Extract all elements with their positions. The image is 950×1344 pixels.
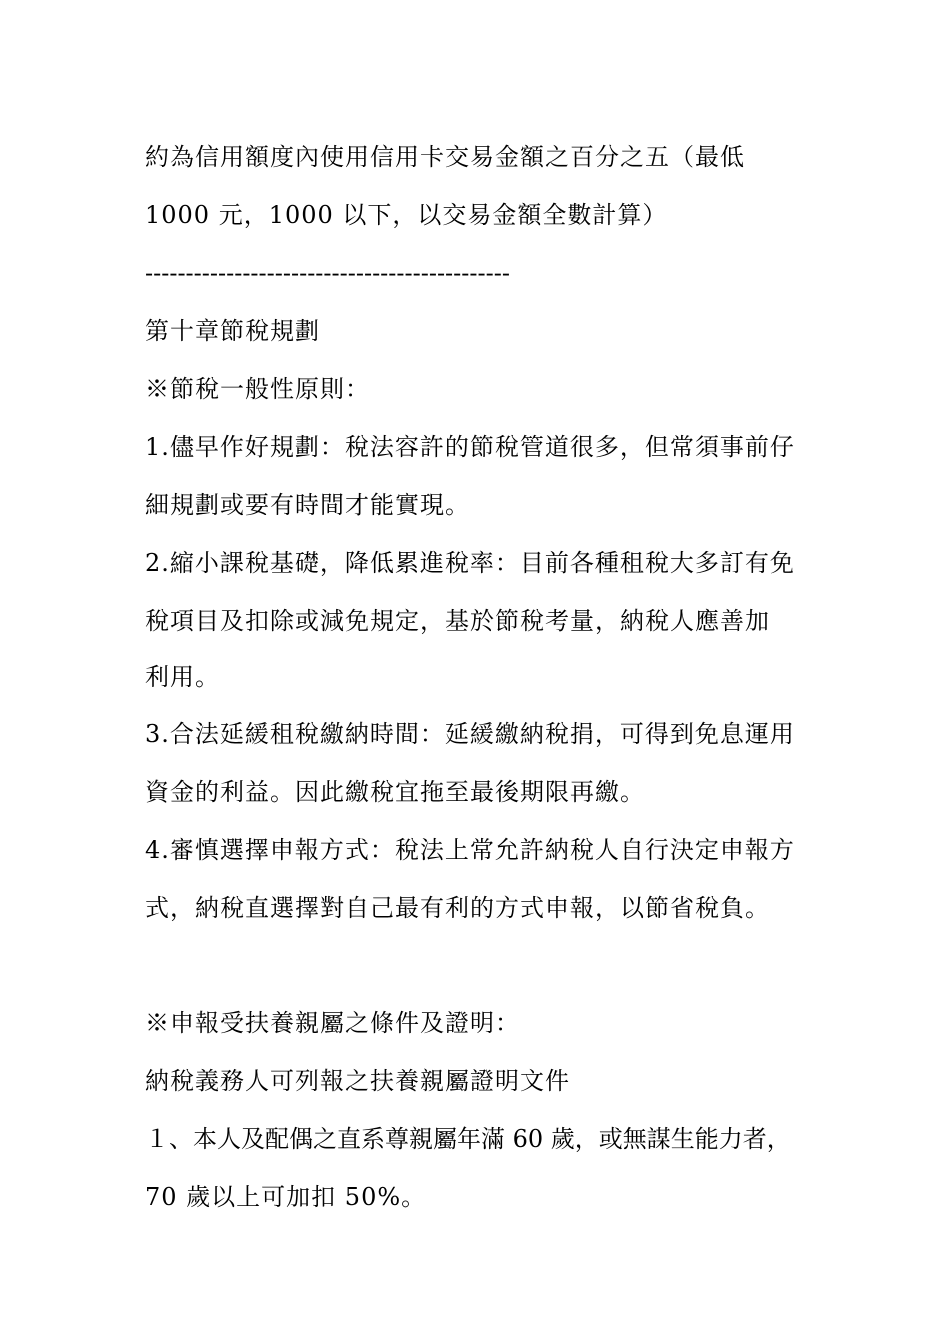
paragraph-line: 稅項目及扣除或減免規定，基於節稅考量，納稅人應善加 <box>145 607 770 635</box>
paragraph-line: 1000 元，1000 以下，以交易金額全數計算） <box>145 201 668 229</box>
paragraph-line: 70 歲以上可加扣 50%。 <box>145 1183 427 1211</box>
paragraph-line: 約為信用額度內使用信用卡交易金額之百分之五（最低 <box>145 143 745 171</box>
paragraph-line: 1.儘早作好規劃：稅法容許的節稅管道很多，但常須事前仔 <box>145 433 795 461</box>
paragraph-line: １、本人及配偶之直系尊親屬年滿 60 歲，或無謀生能力者， <box>145 1125 791 1153</box>
chapter-heading: 第十章節稅規劃 <box>145 317 320 345</box>
paragraph-line: 式，納稅直選擇對自己最有利的方式申報，以節省稅負。 <box>145 894 770 922</box>
paragraph-line: 細規劃或要有時間才能實現。 <box>145 491 470 519</box>
paragraph-line: 4.審慎選擇申報方式：稅法上常允許納稅人自行決定申報方 <box>145 836 795 864</box>
paragraph-line: 2.縮小課稅基礎，降低累進稅率：目前各種租稅大多訂有免 <box>145 549 795 577</box>
paragraph-line: 3.合法延緩租稅繳納時間：延緩繳納稅捐，可得到免息運用 <box>145 720 795 748</box>
section-heading: ※節稅一般性原則： <box>145 375 370 403</box>
separator-line: --------------------------------------------- <box>145 259 510 287</box>
paragraph-line: 資金的利益。因此繳稅宜拖至最後期限再繳。 <box>145 778 645 806</box>
section-heading: ※申報受扶養親屬之條件及證明： <box>145 1009 520 1037</box>
paragraph-line: 納稅義務人可列報之扶養親屬證明文件 <box>145 1067 570 1095</box>
paragraph-line: 利用。 <box>145 663 220 691</box>
